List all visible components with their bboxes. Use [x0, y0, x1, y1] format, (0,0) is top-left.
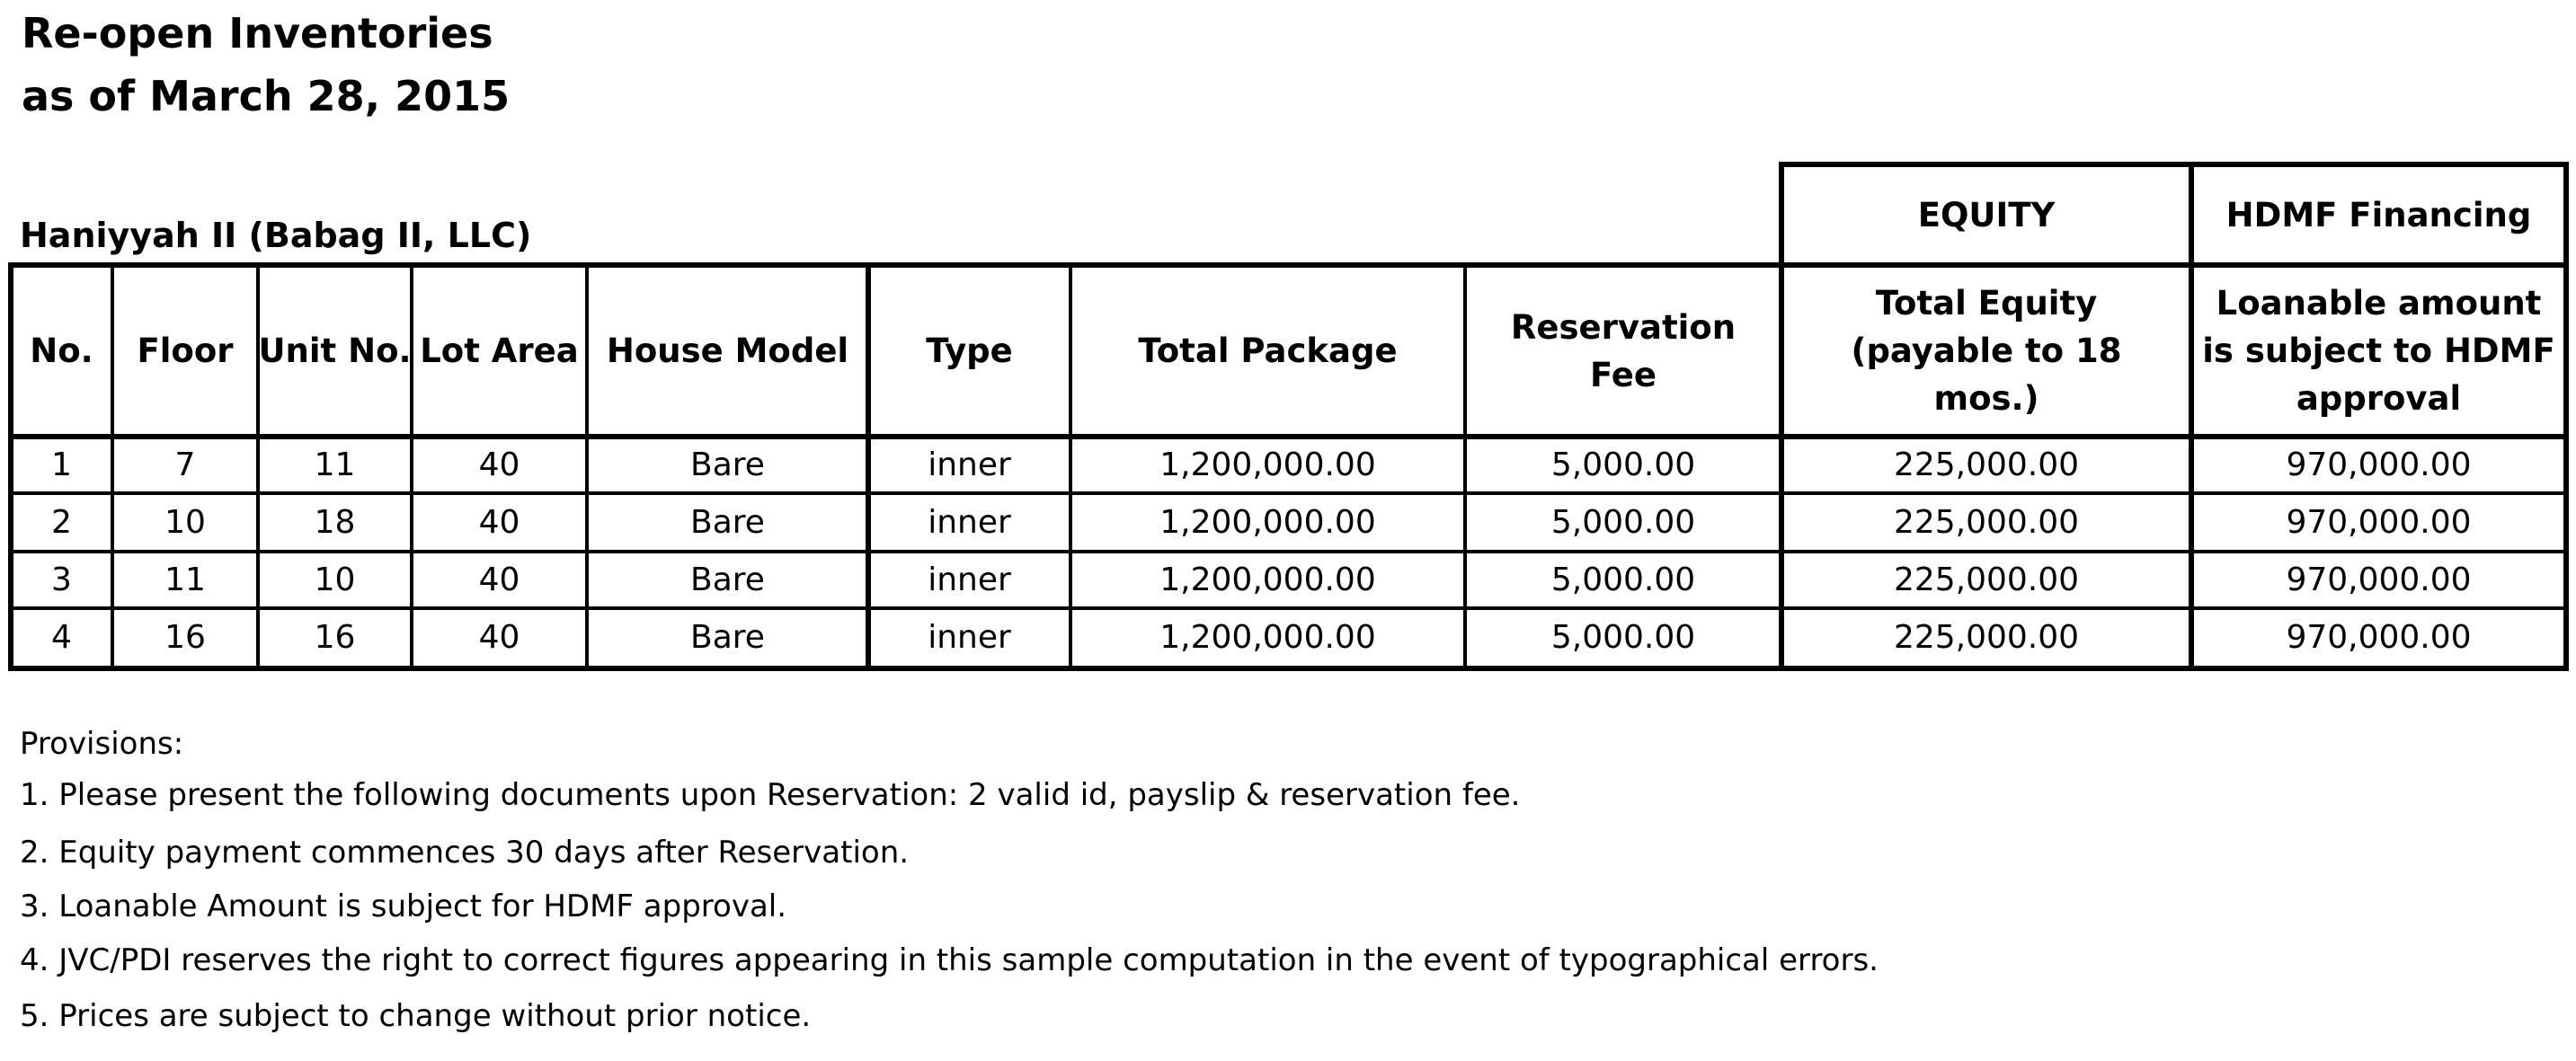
- cell-house-model: Bare: [690, 561, 765, 598]
- project-name: Haniyyah II (Babag II, LLC): [20, 216, 532, 255]
- cell-lot-area: 40: [478, 447, 520, 483]
- cell-floor: 11: [164, 561, 206, 598]
- cell-no: 3: [51, 561, 72, 598]
- group-header-equity: EQUITY: [1917, 195, 2056, 234]
- cell-total-package: 1,200,000.00: [1159, 561, 1376, 598]
- provision-item: 2. Equity payment commences 30 days after Reservation.: [20, 835, 910, 871]
- provision-item: 4. JVC/PDI reserves the right to correct figures appearing in this sample computation in the event of typographical errors.: [20, 942, 1879, 978]
- cell-loanable-amount: 970,000.00: [2286, 561, 2472, 598]
- column-header-lot-area: Lot Area: [420, 332, 579, 370]
- column-header-type: Type: [926, 332, 1013, 370]
- column-header-floor: Floor: [137, 332, 234, 370]
- cell-reservation-fee: 5,000.00: [1550, 561, 1696, 598]
- column-header-no: No.: [30, 332, 93, 370]
- title-line-1: Re-open Inventories: [22, 9, 493, 57]
- cell-total-package: 1,200,000.00: [1159, 447, 1376, 483]
- cell-total-equity: 225,000.00: [1893, 561, 2080, 598]
- cell-no: 1: [51, 447, 72, 483]
- column-header-total-equity: Total Equity (payable to 18 mos.): [1851, 284, 2122, 418]
- title-line-2: as of March 28, 2015: [22, 72, 511, 120]
- cell-no: 4: [51, 619, 72, 656]
- cell-house-model: Bare: [690, 619, 765, 656]
- cell-type: inner: [928, 447, 1011, 483]
- cell-type: inner: [928, 619, 1011, 656]
- cell-reservation-fee: 5,000.00: [1550, 504, 1696, 541]
- cell-lot-area: 40: [478, 504, 520, 541]
- column-header-total-package: Total Package: [1138, 332, 1398, 370]
- cell-floor: 7: [174, 447, 196, 483]
- cell-floor: 16: [164, 619, 206, 656]
- cell-lot-area: 40: [478, 619, 520, 656]
- cell-lot-area: 40: [478, 561, 520, 598]
- cell-total-equity: 225,000.00: [1893, 619, 2080, 656]
- cell-unit-no: 10: [314, 561, 356, 598]
- cell-unit-no: 16: [314, 619, 356, 656]
- group-header-hdmf: HDMF Financing: [2225, 195, 2532, 234]
- cell-loanable-amount: 970,000.00: [2286, 447, 2472, 483]
- column-header-reservation-fee: Reservation Fee: [1510, 307, 1737, 394]
- cell-total-package: 1,200,000.00: [1159, 504, 1376, 541]
- cell-reservation-fee: 5,000.00: [1550, 447, 1696, 483]
- cell-total-equity: 225,000.00: [1893, 504, 2080, 541]
- provision-item: 3. Loanable Amount is subject for HDMF approval.: [20, 889, 787, 924]
- cell-total-equity: 225,000.00: [1893, 447, 2080, 483]
- provisions-heading: Provisions:: [20, 726, 184, 762]
- column-header-unit-no: Unit No.: [258, 332, 412, 370]
- provision-item: 1. Please present the following documents upon Reservation: 2 valid id, payslip & reservation fee.: [20, 777, 1521, 813]
- cell-type: inner: [928, 504, 1011, 541]
- cell-unit-no: 11: [314, 447, 356, 483]
- cell-loanable-amount: 970,000.00: [2286, 619, 2472, 656]
- cell-total-package: 1,200,000.00: [1159, 619, 1376, 656]
- cell-loanable-amount: 970,000.00: [2286, 504, 2472, 541]
- column-header-house-model: House Model: [606, 332, 849, 370]
- cell-reservation-fee: 5,000.00: [1550, 619, 1696, 656]
- cell-floor: 10: [164, 504, 206, 541]
- cell-unit-no: 18: [314, 504, 356, 541]
- column-header-loanable-amount: Loanable amount is subject to HDMF approval: [2202, 284, 2555, 418]
- cell-no: 2: [51, 504, 72, 541]
- cell-house-model: Bare: [690, 504, 765, 541]
- cell-house-model: Bare: [690, 447, 765, 483]
- cell-type: inner: [928, 561, 1011, 598]
- provision-item: 5. Prices are subject to change without prior notice.: [20, 998, 812, 1034]
- page-title: [22, 2, 510, 128]
